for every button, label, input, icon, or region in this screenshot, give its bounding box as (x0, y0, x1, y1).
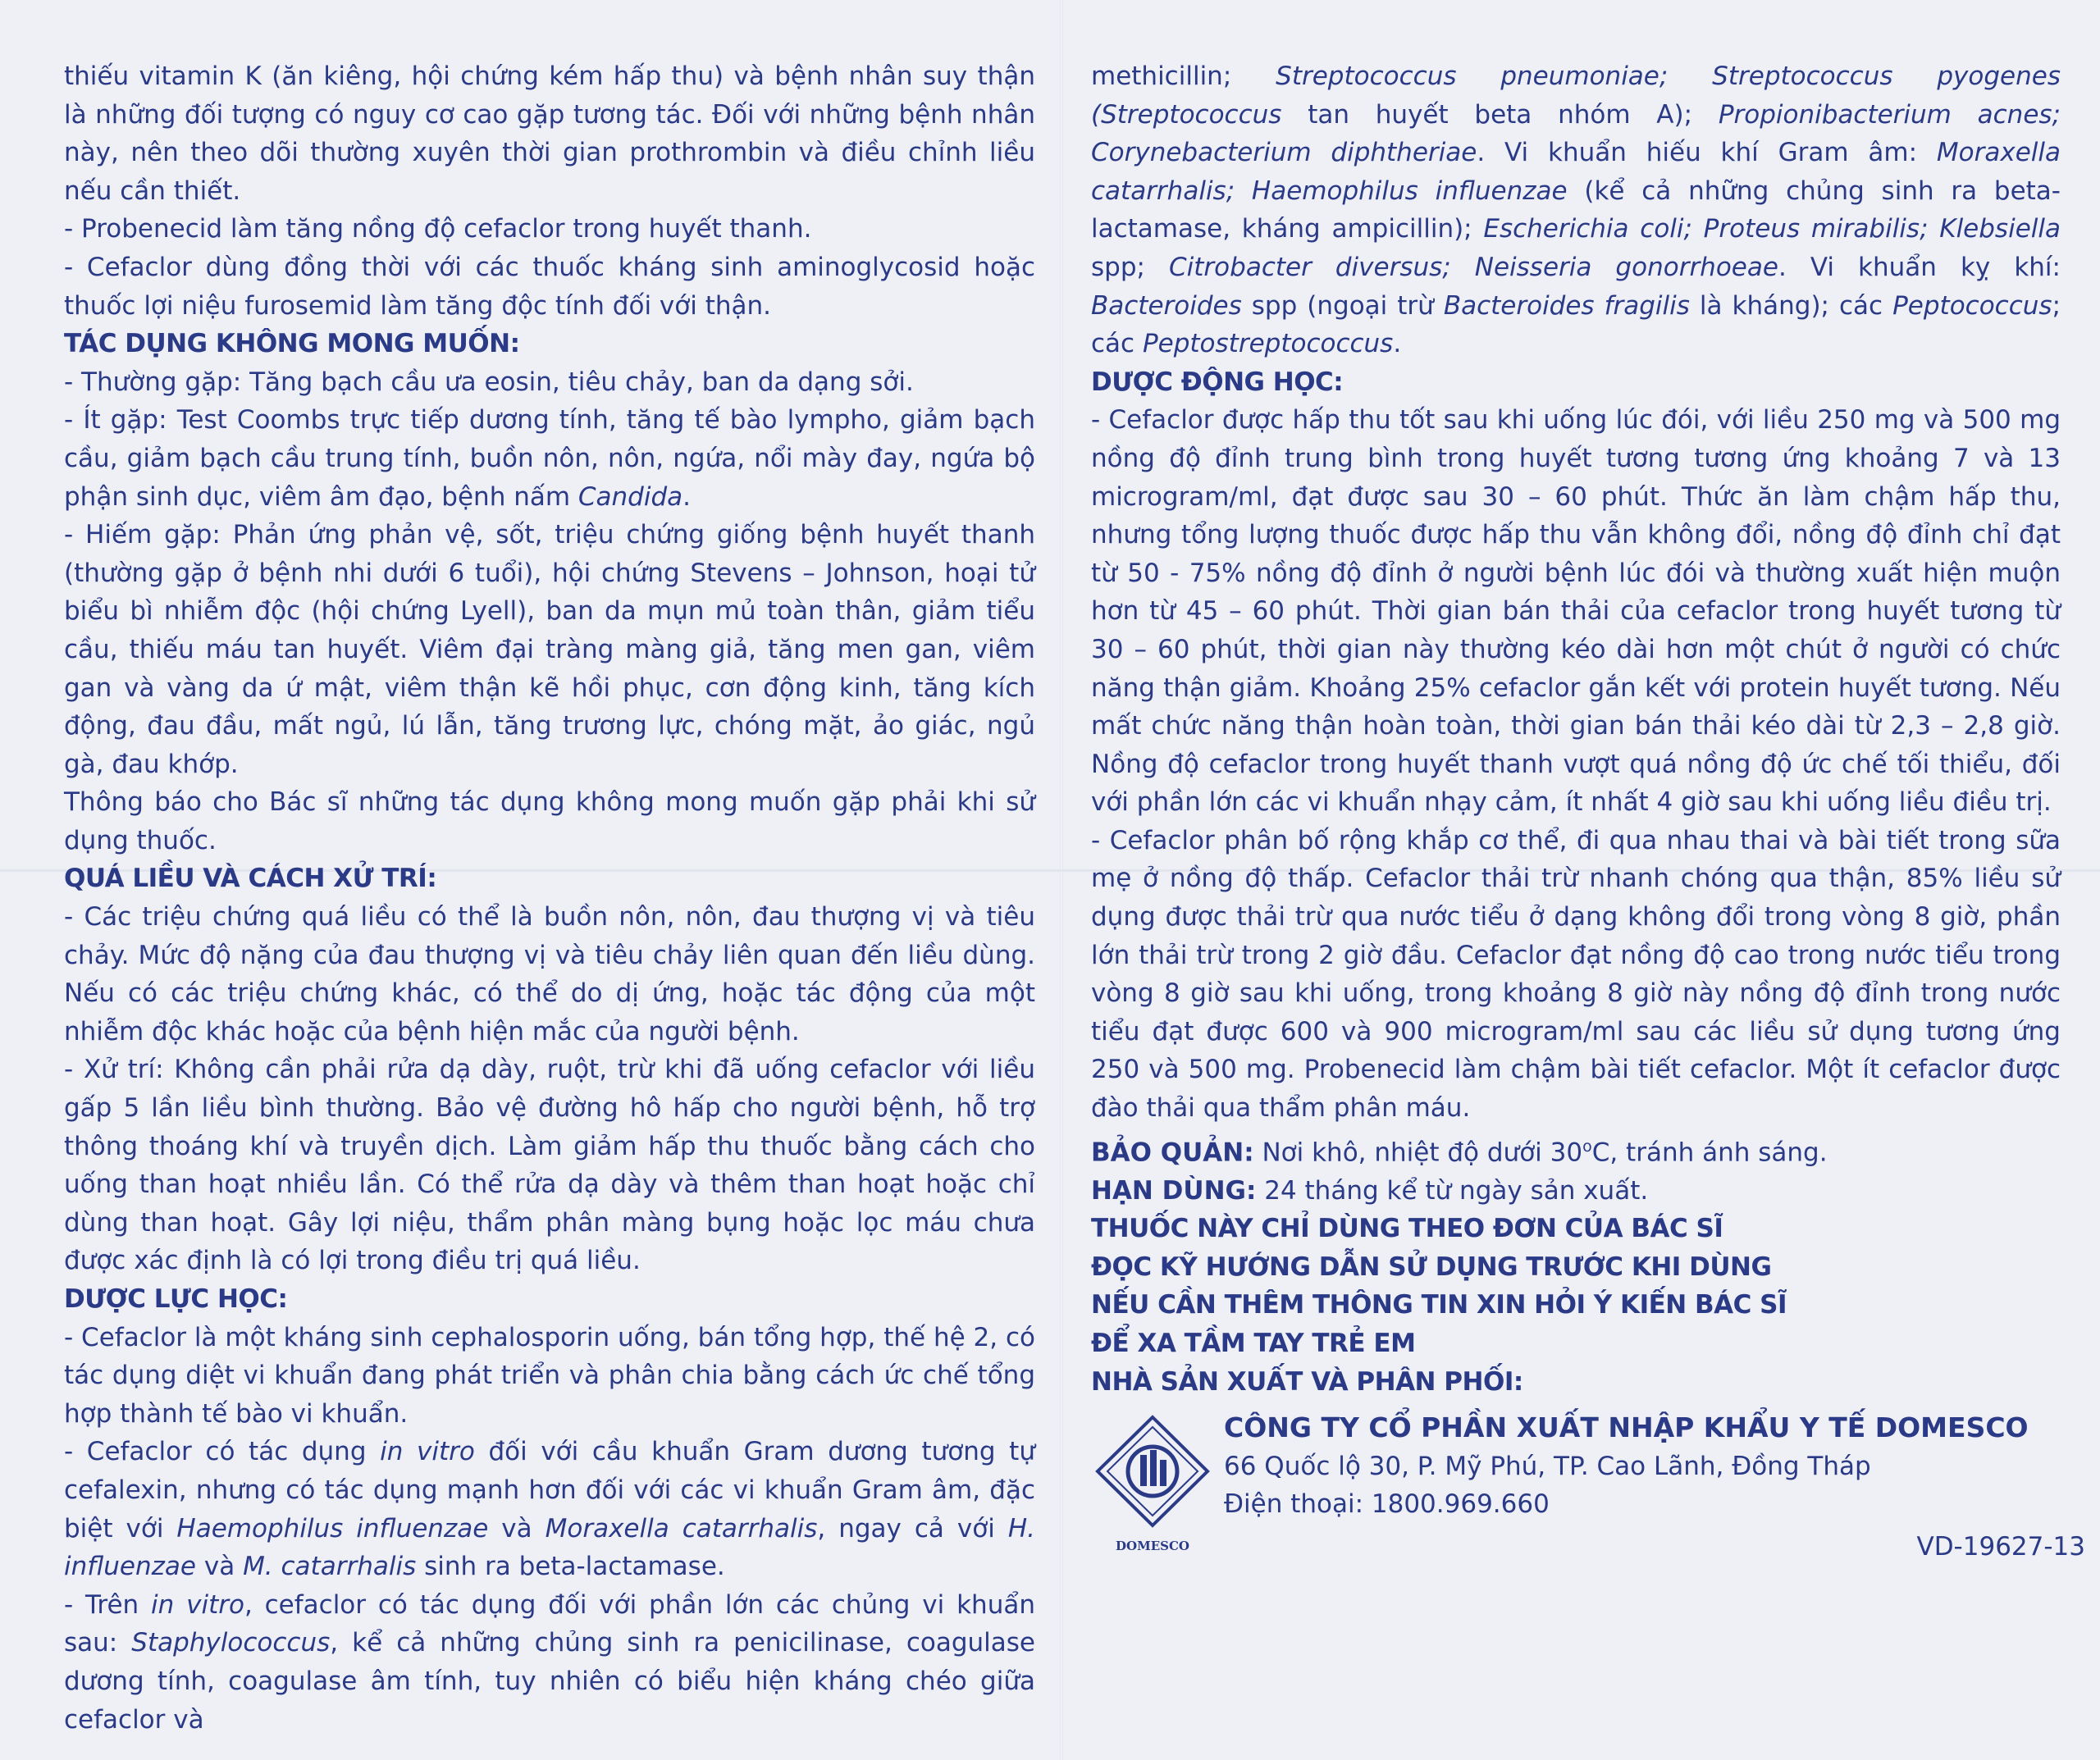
overdose-treatment: - Xử trí: Không cần phải rửa dạ dày, ruột, trừ khi đã uống cefaclor với liều gấp 5 lần liều bình thường. Bảo vệ đường hô hấp cho người bệnh, hỗ trợ thông thoáng khí và truyền dịch. Làm giảm hấp thu thuốc bằng cách cho uống than hoạt nhiều lần. Có thể rửa dạ dày và thêm than hoạt hoặc chỉ dùng than hoạt. Gây lợi niệu, thẩm phân màng bụng hoặc lọc máu chưa được xác định là có lợi trong điều trị quá liều. (64, 1055, 1035, 1276)
expiry-line: HẠN DÙNG: 24 tháng kể từ ngày sản xuất. (1091, 1175, 1649, 1206)
spectrum-paragraph: methicillin; Streptococcus pneumoniae; Streptococcus pyogenes (Streptococcus tan huyết beta nhóm A); Propionibacterium acnes; Corynebacterium diphtheriae. Vi khuẩn hiếu khí Gram âm: Moraxella catarrhalis; Haemophilus influenzae (kể cả những chủng sinh ra beta-lactamase, kháng ampicillin); Escherichia coli; Proteus mirabilis; Klebsiella spp; Citrobacter diversus; Neisseria gonorrhoeae. Vi khuẩn kỵ khí: Bacteroides spp (ngoại trừ Bacteroides fragilis là kháng); các Peptococcus; các Peptostreptococcus. (1091, 62, 2061, 359)
interaction-paragraph: thiếu vitamin K (ăn kiêng, hội chứng kém hấp thu) và bệnh nhân suy thận là những đối tượng có nguy cơ cao gặp tương tác. Đối với những bệnh nhân này, nên theo dõi thường xuyên thời gian prothrombin và điều chỉnh liều nếu cần thiết. (64, 62, 1035, 206)
storage-line: BẢO QUẢN: Nơi khô, nhiệt độ dưới 30$^o$C, tránh ánh sáng. (1091, 1137, 1828, 1167)
adverse-effects-heading: TÁC DỤNG KHÔNG MONG MUỐN: (64, 329, 520, 359)
keep-away-children-warning: ĐỂ XA TẦM TAY TRẺ EM (1091, 1328, 1416, 1358)
probenecid-paragraph: - Probenecid làm tăng nồng độ cefaclor trong huyết thanh. (64, 214, 812, 244)
pharmacodynamics-heading: DƯỢC LỰC HỌC: (64, 1284, 288, 1314)
pharmacodynamics-p2: - Cefaclor có tác dụng in vitro đối với cầu khuẩn Gram dương tương tự cefalexin, nhưng có tác dụng mạnh hơn đối với các vi khuẩn Gram âm, đặc biệt với Haemophilus influenzae và Moraxella catarrhalis, ngay cả với H. influenzae và M. catarrhalis sinh ra beta-lactamase. (64, 1437, 1035, 1582)
read-instructions-warning: ĐỌC KỸ HƯỚNG DẪN SỬ DỤNG TRƯỚC KHI DÙNG (1091, 1252, 1772, 1282)
pharmacodynamics-p1: - Cefaclor là một kháng sinh cephalosporin uống, bán tổng hợp, thế hệ 2, có tác dụng diệt vi khuẩn đang phát triển và phân chia bằng cách ức chế tổng hợp thành tế bào vi khuẩn. (64, 1322, 1035, 1429)
overdose-heading: QUÁ LIỀU VÀ CÁCH XỬ TRÍ: (64, 864, 437, 894)
pharmacokinetics-heading: DƯỢC ĐỘNG HỌC: (1091, 367, 1344, 397)
company-block (1091, 1409, 2061, 1565)
pharmacokinetics-p1: - Cefaclor được hấp thu tốt sau khi uống lúc đói, với liều 250 mg và 500 mg nồng độ đỉnh trung bình trong huyết tương tương ứng khoảng 7 và 13 microgram/ml, đạt được sau 30 – 60 phút. Thức ăn làm chậm hấp thu, nhưng tổng lượng thuốc được hấp thu vẫn không đổi, nồng độ đỉnh chỉ đạt từ 50 - 75% nồng độ đỉnh ở người bệnh lúc đói và thường xuất hiện muộn hơn từ 45 – 60 phút. Thời gian bán thải của cefaclor trong huyết tương từ 30 – 60 phút, thời gian này thường kéo dài hơn một chút ở người có chức năng thận giảm. Khoảng 25% cefaclor gắn kết với protein huyết tương. Nếu mất chức năng thận hoàn toàn, thời gian bán thải kéo dài từ 2,3 – 2,8 giờ. Nồng độ cefaclor trong huyết thanh vượt quá nồng độ ức chế tối thiểu, đối với phần lớn các vi khuẩn nhạy cảm, ít nhất 4 giờ sau khi uống liều điều trị. (1091, 405, 2061, 818)
company-phone: Điện thoại: 1800.969.660 (1224, 1489, 1550, 1520)
pharmacodynamics-p3: - Trên in vitro, cefaclor có tác dụng đối với phần lớn các chủng vi khuẩn sau: Staphylococcus, kể cả những chủng sinh ra penicilinase, coagulase dương tính, coagulase âm tính, tuy nhiên có biểu hiện kháng chéo giữa cefaclor và (64, 1589, 1035, 1735)
manufacturer-heading: NHÀ SẢN XUẤT VÀ PHÂN PHỐI: (1091, 1366, 1523, 1397)
adverse-rare: - Hiếm gặp: Phản ứng phản vệ, sốt, triệu chứng giống bệnh huyết thanh (thường gặp ở bệnh nhi dưới 6 tuổi), hội chứng Stevens – Johnson, hoại tử biểu bì nhiễm độc (hội chứng Lyell), ban da mụn mủ toàn thân, giảm tiểu cầu, thiếu máu tan huyết. Viêm đại tràng màng giả, tăng men gan, viêm gan và vàng da ứ mật, viêm thận kẽ hồi phục, cơn động kinh, tăng kích động, đau đầu, mất ngủ, lú lẫn, tăng trương lực, chóng mặt, ảo giác, ngủ gà, đau khớp. (64, 520, 1035, 779)
left-column (64, 57, 1035, 1739)
logo-text: DOMESCO (1116, 1539, 1189, 1554)
right-column (1091, 57, 2061, 1565)
consult-doctor-warning: NẾU CẦN THÊM THÔNG TIN XIN HỎI Ý KIẾN BÁC SĨ (1091, 1290, 1787, 1320)
pharmacokinetics-p2: - Cefaclor phân bố rộng khắp cơ thể, đi qua nhau thai và bài tiết trong sữa mẹ ở nồng độ thấp. Cefaclor thải trừ nhanh chóng qua thận, 85% liều sử dụng được thải trừ qua nước tiểu ở dạng không đổi trong vòng 8 giờ, phần lớn thải trừ trong 2 giờ đầu. Cefaclor đạt nồng độ cao trong nước tiểu trong vòng 8 giờ sau khi uống, trong khoảng 8 giờ này nồng độ đỉnh trong nước tiểu đạt được 600 và 900 microgram/ml sau các liều sử dụng tương ứng 250 và 500 mg. Probenecid làm chậm bài tiết cefaclor. Một ít cefaclor được đào thải qua thẩm phân máu. (1091, 825, 2061, 1124)
domesco-logo (1091, 1414, 1214, 1557)
company-info (1224, 1409, 2029, 1524)
registration-number: VD-19627-13 (1916, 1532, 2085, 1562)
adverse-common: - Thường gặp: Tăng bạch cầu ưa eosin, tiêu chảy, ban da dạng sởi. (64, 367, 914, 397)
paper-fold-vertical (1060, 0, 1063, 1760)
overdose-symptoms: - Các triệu chứng quá liều có thể là buồn nôn, nôn, đau thượng vị và tiêu chảy. Mức độ nặng của đau thượng vị và tiêu chảy liên quan đến liều dùng. Nếu có các triệu chứng khác, có thể do dị ứng, hoặc tác động của một nhiễm độc khác hoặc của bệnh hiện mắc của người bệnh. (64, 902, 1035, 1046)
company-name: CÔNG TY CỔ PHẦN XUẤT NHẬP KHẨU Y TẾ DOMESCO (1224, 1411, 2029, 1444)
adverse-uncommon: - Ít gặp: Test Coombs trực tiếp dương tính, tăng tế bào lympho, giảm bạch cầu, giảm bạch cầu trung tính, buồn nôn, nôn, ngứa, nổi mày đay, ngứa bộ phận sinh dục, viêm âm đạo, bệnh nấm Candida. (64, 405, 1035, 512)
prescription-warning: THUỐC NÀY CHỈ DÙNG THEO ĐƠN CỦA BÁC SĨ (1091, 1214, 1723, 1244)
adverse-notice: Thông báo cho Bác sĩ những tác dụng không mong muốn gặp phải khi sử dụng thuốc. (64, 787, 1035, 855)
aminoglycosid-paragraph: - Cefaclor dùng đồng thời với các thuốc kháng sinh aminoglycosid hoặc thuốc lợi niệu furosemid làm tăng độc tính đối với thận. (64, 252, 1035, 321)
company-address: 66 Quốc lộ 30, P. Mỹ Phú, TP. Cao Lãnh, Đồng Tháp (1224, 1451, 1871, 1481)
